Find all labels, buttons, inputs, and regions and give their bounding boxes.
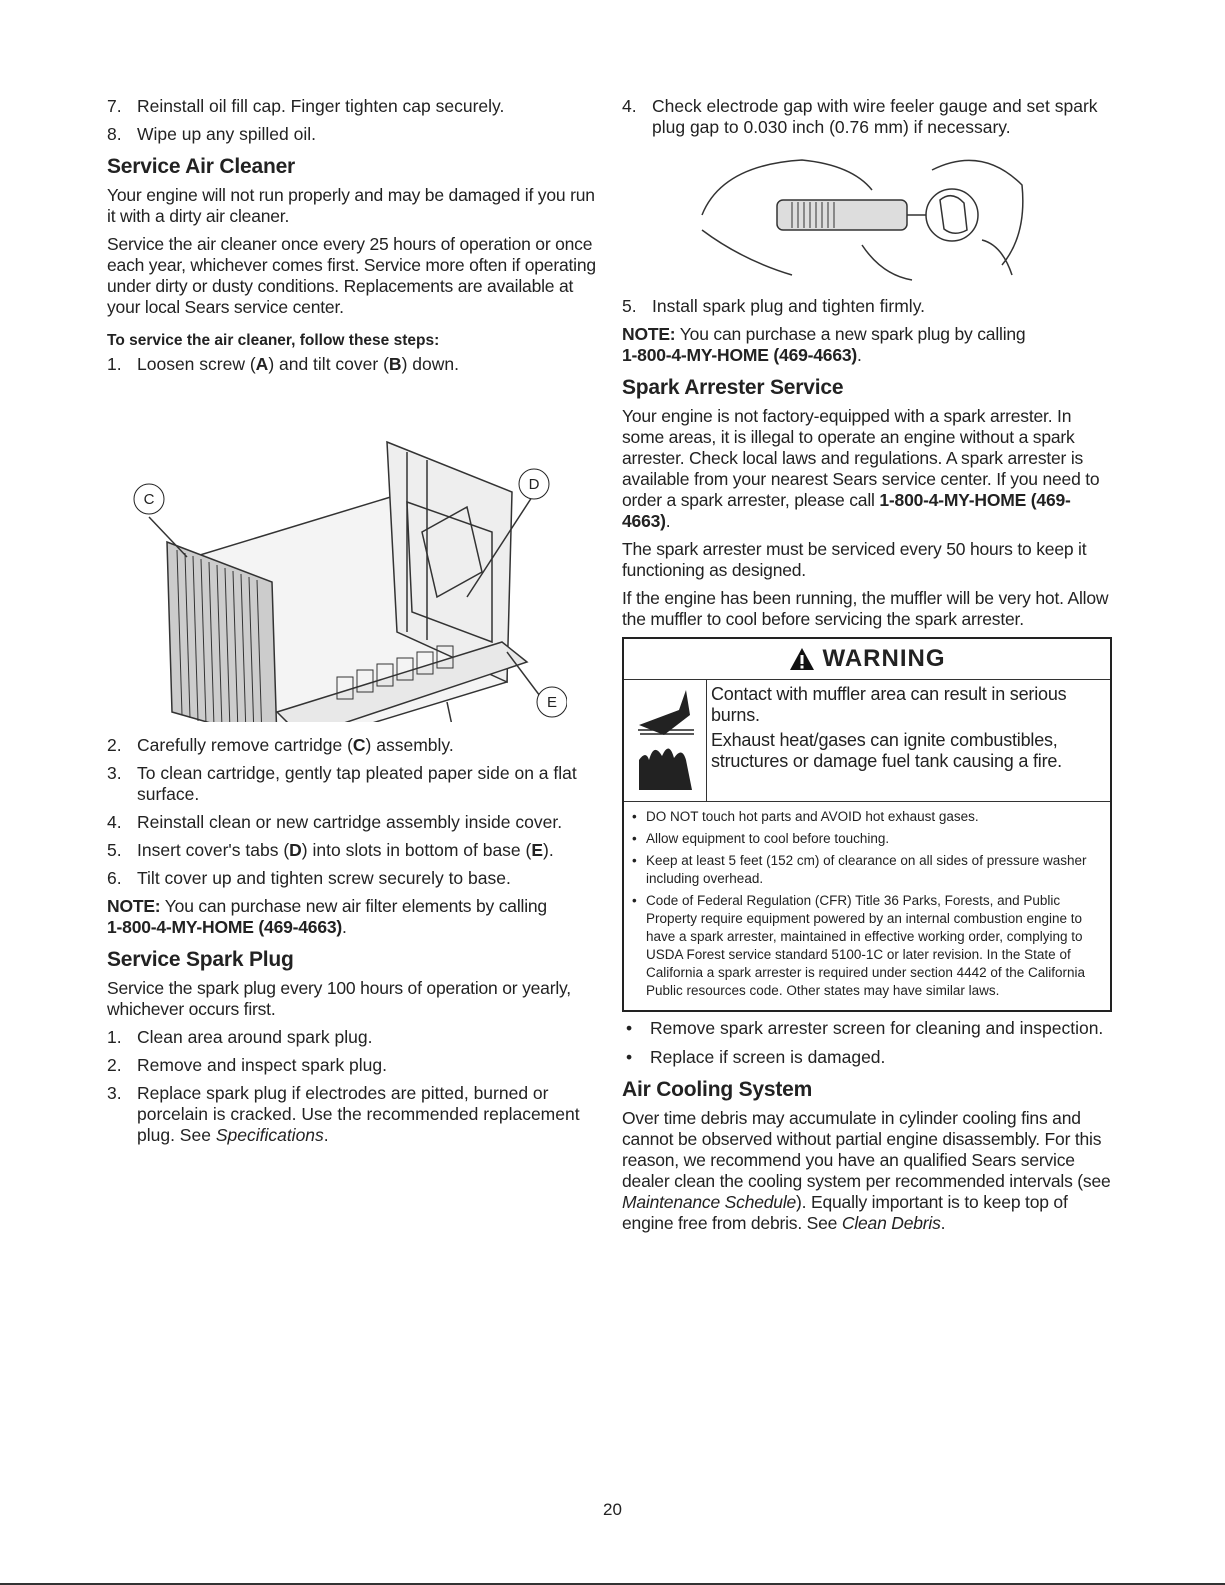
air-cleaner-step-3: 3. To clean cartridge, gently tap pleated paper side on a flat surface. — [107, 763, 577, 804]
service-air-cleaner-heading: Service Air Cleaner — [107, 155, 296, 178]
spark-arrester-heading: Spark Arrester Service — [622, 376, 844, 399]
warning-bullet: • DO NOT touch hot parts and AVOID hot exhaust gases. — [632, 809, 979, 824]
warning-header — [624, 639, 1110, 680]
spark-plug-step-3: 3. Replace spark plug if electrodes are pitted, burned or porcelain is cracked. Use the recommended replacement plug. See Specifications. — [107, 1083, 580, 1145]
warning-texts — [707, 680, 1110, 801]
air-cleaner-step-5: 5. Insert cover's tabs (D) into slots in bottom of base (E). — [107, 840, 554, 860]
spark-arrester-p2: The spark arrester must be serviced every 50 hours to keep it functioning as designed. — [622, 539, 1087, 580]
air-cooling-heading: Air Cooling System — [622, 1078, 813, 1101]
air-cleaner-step-6: 6. Tilt cover up and tighten screw securely to base. — [107, 868, 511, 888]
step-7: 7. Reinstall oil fill cap. Finger tighten cap securely. — [107, 96, 505, 116]
air-cleaner-step-4: 4. Reinstall clean or new cartridge assembly inside cover. — [107, 812, 563, 832]
spark-arrester-p1: Your engine is not factory-equipped with a spark arrester. In some areas, it is illegal to operate an engine without a spark arrester. Check local laws and regulations. A spark arrester is available from your nearest Sears service center. If you need to order a spark arrester, please call 1-800-4-MY-HOME (469-4663). — [622, 406, 1100, 531]
warning-icons — [624, 680, 707, 801]
air-filter-note: NOTE: You can purchase new air filter elements by calling 1-800-4-MY-HOME (469-4663). — [107, 896, 547, 937]
air-cleaner-step-2: 2. Carefully remove cartridge (C) assembly. — [107, 735, 454, 755]
service-spark-plug-heading: Service Spark Plug — [107, 948, 294, 971]
warning-body — [624, 680, 1110, 802]
spark-plug-intro: Service the spark plug every 100 hours of operation or yearly, whichever occurs first. — [107, 978, 571, 1019]
air-cleaner-intro: Your engine will not run properly and may be damaged if you run it with a dirty air cleaner. — [107, 185, 595, 226]
arrester-bullet-replace: • Replace if screen is damaged. — [626, 1047, 886, 1067]
air-cleaner-subheading: To service the air cleaner, follow these steps: — [107, 332, 440, 349]
step-8: 8. Wipe up any spilled oil. — [107, 124, 316, 144]
left-column — [107, 96, 597, 1153]
warning-bullets — [624, 802, 1110, 1010]
spark-plug-step-5: 5. Install spark plug and tighten firmly. — [622, 296, 926, 316]
arrester-bullet-remove: • Remove spark arrester screen for cleaning and inspection. — [626, 1018, 1104, 1038]
spark-plug-step-2: 2. Remove and inspect spark plug. — [107, 1055, 387, 1075]
spark-arrester-p3: If the engine has been running, the muffler will be very hot. Allow the muffler to cool before servicing the spark arrester. — [622, 588, 1109, 629]
spark-plug-step-4: 4. Check electrode gap with wire feeler gauge and set spark plug gap to 0.030 inch (0.76 mm) if necessary. — [622, 96, 1098, 137]
hazard-pictograms — [624, 680, 706, 796]
air-cleaner-step-1: 1. Loosen screw (A) and tilt cover (B) down. — [107, 354, 459, 374]
air-cooling-text: Over time debris may accumulate in cylinder cooling fins and cannot be observed without partial engine disassembly. For this reason, we recommend you have an qualified Sears service dealer clean the cooling system per recommended intervals (see Maintenance Schedule). Equally important is to keep top of engine free from debris. See Clean Debris. — [622, 1108, 1111, 1233]
burn-hazard-icon — [638, 690, 694, 735]
callout-e: E — [546, 694, 558, 711]
warning-box — [622, 637, 1112, 1012]
right-column — [622, 96, 1112, 1241]
warning-bullet: • Keep at least 5 feet (152 cm) of clearance on all sides of pressure washer including overhead. — [632, 853, 1087, 886]
callout-c: C — [143, 491, 155, 508]
warning-title: WARNING — [822, 645, 946, 672]
warning-bullet: • Allow equipment to cool before touching. — [632, 831, 890, 846]
spark-plug-step-1: 1. Clean area around spark plug. — [107, 1027, 373, 1047]
fire-hazard-icon — [639, 748, 692, 790]
page-number: 20 — [603, 1500, 622, 1519]
warning-bullet: • Code of Federal Regulation (CFR) Title 36 Parks, Forests, and Public Property require equipment powered by an internal combustion engine to have a spark arrester, maintained in effective working order, complying to USDA Forest service standard 5100-1C or later revision. In the State of California a spark arrester is required under section 4442 of the California Public resources code. Other states may have similar laws. — [632, 893, 1085, 998]
air-cleaner-illustration — [107, 382, 567, 722]
spark-plug-figure — [682, 145, 1112, 290]
callout-d: D — [528, 476, 540, 493]
air-cleaner-figure — [107, 382, 597, 727]
warning-burn-text: Contact with muffler area can result in serious burns. — [711, 684, 1067, 725]
spark-plug-gap-illustration — [682, 145, 1042, 285]
spark-plug-note: NOTE: You can purchase a new spark plug by calling 1-800-4-MY-HOME (469-4663). — [622, 324, 1026, 365]
warning-triangle-icon — [789, 647, 815, 671]
warning-fire-text: Exhaust heat/gases can ignite combustibles, structures or damage fuel tank causing a fire. — [711, 730, 1062, 771]
air-cleaner-schedule: Service the air cleaner once every 25 hours of operation or once each year, whichever comes first. Service more often if operating under dirty or dusty conditions. Replacements are available at your local Sears service center. — [107, 234, 596, 317]
